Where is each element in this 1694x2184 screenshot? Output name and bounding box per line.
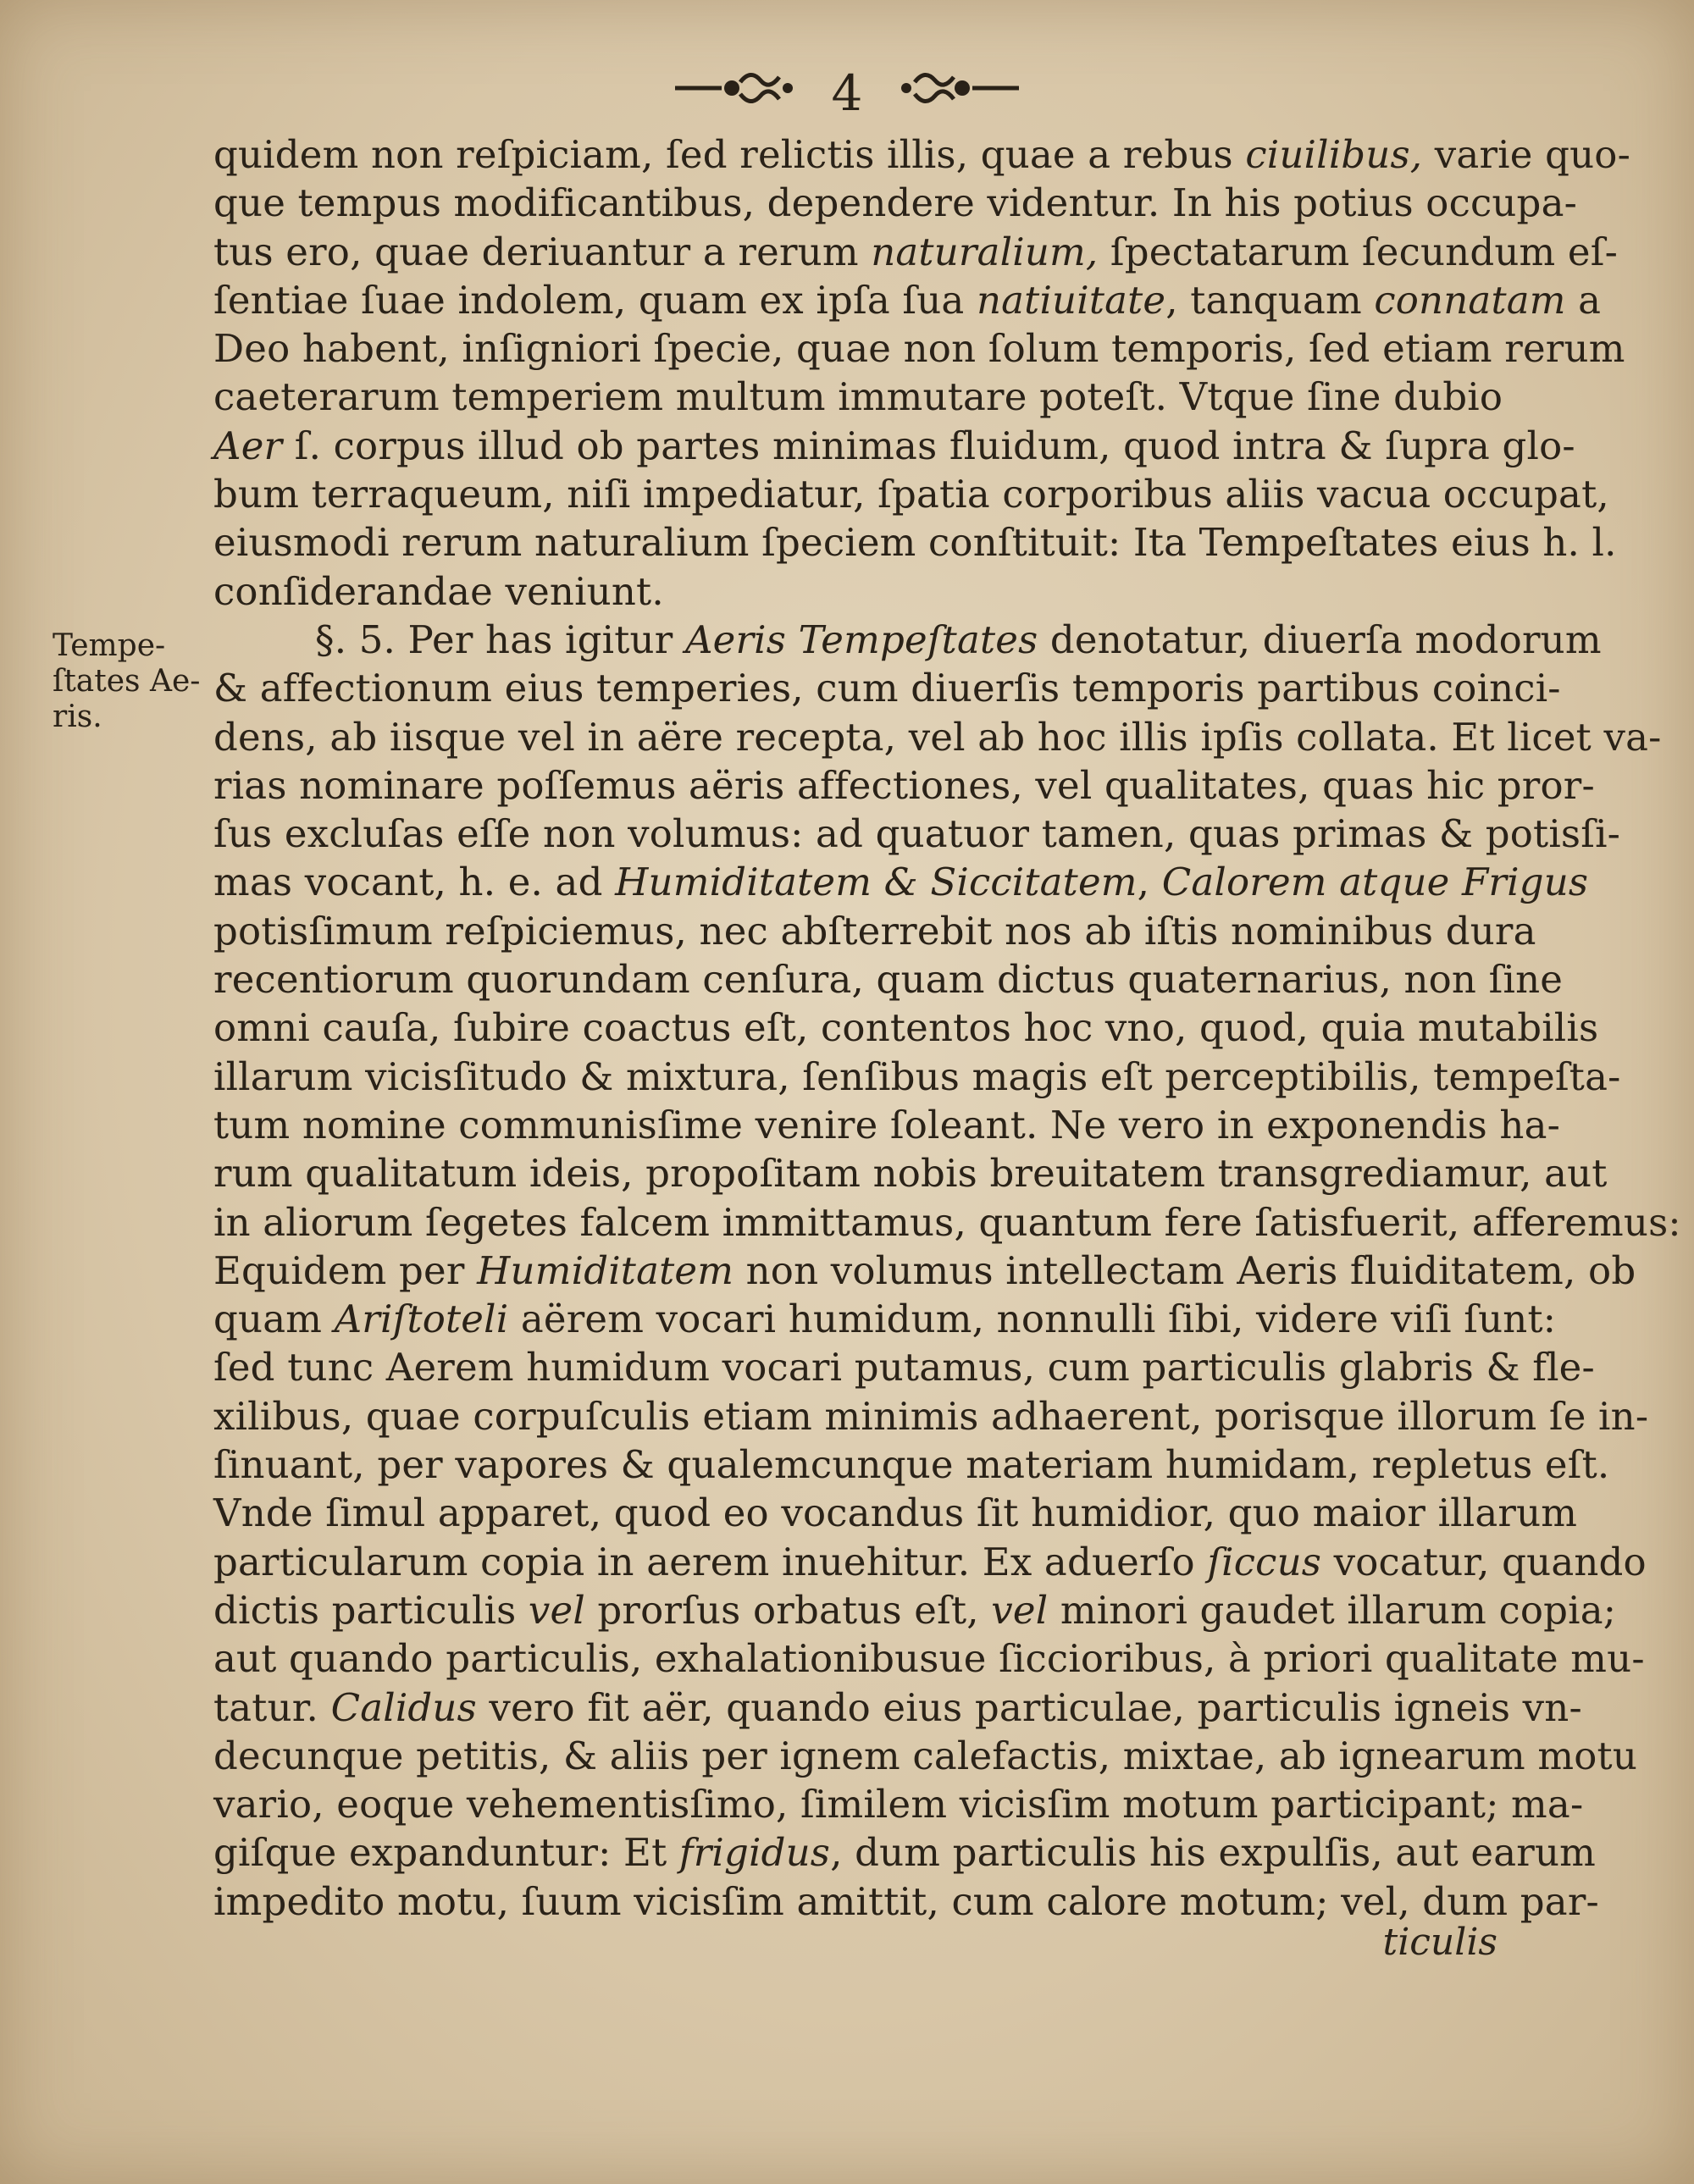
italic-term: naturalium, <box>871 229 1099 274</box>
text-line <box>213 1586 1617 1634</box>
body-text <box>213 130 1681 1926</box>
text-line <box>213 130 1630 179</box>
text-run: Equidem per <box>213 1247 478 1293</box>
text-run: ſinuant, per vapores & qualemcunque materiam humidam, repletus eſt. <box>213 1442 1610 1488</box>
text-line <box>213 1295 1557 1343</box>
page-header <box>0 59 1694 127</box>
text-run: dens, ab iisque vel in aëre recepta, vel ab hoc illis ipſis collata. Et licet va- <box>213 714 1662 760</box>
text-run: ſentiae ſuae indolem, quam ex ipſa ſua <box>213 277 977 323</box>
text-run: , <box>1137 860 1162 905</box>
text-run: xilibus, quae corpuſculis etiam minimis adhaerent, porisque illorum ſe in- <box>213 1393 1649 1439</box>
text-run: eiusmodi rerum naturalium ſpeciem conſtituit: Ita Tempeſtates eius h. l. <box>213 520 1617 566</box>
text-line <box>213 1538 1647 1586</box>
text-run: denotatur, diuerſa modorum <box>1038 616 1602 662</box>
text-run: ſed tunc Aerem humidum vocari putamus, cum particulis glabris & fle- <box>213 1345 1595 1391</box>
text-run: in aliorum ſegetes falcem immittamus, quantum fere ſatisfuerit, afferemus: <box>213 1199 1681 1245</box>
italic-term: frigidus <box>678 1830 831 1876</box>
text-run: quidem non reſpiciam, ſed relictis illis, quae a rebus <box>213 132 1246 177</box>
text-line <box>213 324 1625 373</box>
text-line <box>213 858 1589 906</box>
text-line <box>213 518 1617 567</box>
text-run: Deo habent, inſigniori ſpecie, quae non ſolum temporis, ſed etiam rerum <box>213 326 1625 372</box>
italic-term: Humiditatem & Siccitatem <box>615 860 1138 905</box>
text-run: ſpectatarum ſecundum eſ- <box>1098 229 1618 274</box>
text-run: rias nominare poſſemus aëris affectiones, vel qualitates, quas hic pror- <box>213 762 1595 808</box>
text-run: & affectionum eius temperies, cum diuerſis temporis partibus coinci- <box>213 666 1561 711</box>
text-line <box>213 1489 1578 1537</box>
text-run: illarum vicisſitudo & mixtura, ſenſibus magis eſt perceptibilis, tempeſta- <box>213 1053 1621 1099</box>
text-run: recentiorum quorundam cenſura, quam dictus quaternarius, non ſine <box>213 957 1564 1003</box>
text-line <box>213 1732 1638 1780</box>
text-line <box>213 907 1536 955</box>
text-line <box>213 1101 1561 1149</box>
text-line <box>213 1198 1681 1247</box>
catchword: ticulis <box>1382 1921 1497 1964</box>
italic-term: natiuitate <box>976 277 1166 323</box>
text-run: non volumus intellectam Aeris fluiditatem, ob <box>734 1247 1636 1293</box>
text-line <box>213 1004 1599 1052</box>
text-line <box>213 1247 1636 1295</box>
text-run: ſ. corpus illud ob partes minimas fluidum, quod intra & ſupra glo- <box>282 423 1575 468</box>
text-line <box>213 761 1595 810</box>
text-line <box>213 1780 1584 1828</box>
marginal-note-line: ris. <box>53 699 102 734</box>
text-run: §. 5. Per has igitur <box>315 616 685 662</box>
text-run: caeterarum temperiem multum immutare poteſt. Vtque ſine dubio <box>213 374 1503 420</box>
page-number: 4 <box>831 64 863 122</box>
text-run: tatur. <box>213 1684 331 1730</box>
text-run: conſiderandae veniunt. <box>213 568 664 614</box>
italic-term: ciuilibus, <box>1245 132 1423 177</box>
marginal-note-line: Tempe- <box>53 628 166 663</box>
text-run: ſus excluſas eſſe non volumus: ad quatuor tamen, quas primas & potisſi- <box>213 811 1621 857</box>
text-run: tus ero, quae deriuantur a rerum <box>213 229 872 274</box>
text-run: vario, eoque vehementisſimo, ſimilem vicisſim motum participant; ma- <box>213 1782 1584 1827</box>
text-line <box>213 810 1621 858</box>
text-run: omni cauſa, ſubire coactus eſt, contentos hoc vno, quod, quia mutabilis <box>213 1005 1599 1051</box>
text-run: rum qualitatum ideis, propoſitam nobis breuitatem transgrediamur, aut <box>213 1151 1608 1197</box>
text-run: mas vocant, h. e. ad <box>213 860 616 905</box>
text-line <box>213 228 1618 276</box>
text-run: quam <box>213 1297 335 1342</box>
italic-term: vel <box>528 1587 585 1633</box>
text-line <box>213 1343 1595 1391</box>
italic-term: vel <box>991 1587 1049 1633</box>
text-run: varie quo- <box>1422 132 1630 177</box>
text-line <box>213 179 1578 227</box>
text-run: prorſus orbatus eſt, <box>584 1587 992 1633</box>
italic-term: Calidus <box>330 1684 477 1730</box>
text-run: impedito motu, ſuum vicisſim amittit, cum calore motum; vel, dum par- <box>213 1878 1599 1924</box>
text-run: giſque expanduntur: Et <box>213 1830 679 1876</box>
italic-term: ſiccus <box>1207 1539 1322 1584</box>
text-run: que tempus modificantibus, dependere videntur. In his potius occupa- <box>213 180 1578 226</box>
italic-term: Calorem atque Frigus <box>1161 860 1589 905</box>
text-run: potisſimum reſpiciemus, nec abſterrebit nos ab iſtis nominibus dura <box>213 908 1536 954</box>
text-run: particularum copia in aerem inuehitur. Ex aduerſo <box>213 1539 1208 1584</box>
text-line <box>213 1634 1645 1683</box>
italic-term: Aeris Tempeſtates <box>684 616 1038 662</box>
text-line <box>213 567 1497 616</box>
text-line <box>213 1828 1597 1877</box>
text-line <box>213 1877 1599 1926</box>
text-line <box>213 713 1662 761</box>
text-line <box>213 955 1564 1004</box>
text-run: aërem vocari humidum, nonnulli ſibi, videre viſi ſunt: <box>508 1297 1557 1342</box>
text-line <box>213 373 1503 421</box>
text-line <box>213 470 1609 518</box>
italic-term: connatam <box>1374 277 1566 323</box>
text-line <box>213 1684 1582 1732</box>
text-run: a <box>1565 277 1602 323</box>
text-line <box>213 1392 1649 1440</box>
text-run: bum terraqueum, niſi impediatur, ſpatia corporibus aliis vacua occupat, <box>213 472 1609 517</box>
text-run: , dum particulis his expulſis, aut earum <box>830 1830 1597 1876</box>
text-line <box>213 616 1602 664</box>
text-run: dictis particulis <box>213 1587 529 1633</box>
left-ornament-icon <box>671 67 798 109</box>
text-run: minori gaudet illarum copia; <box>1048 1587 1617 1633</box>
text-line <box>213 422 1575 470</box>
text-run: vocatur, quando <box>1321 1539 1647 1584</box>
right-ornament-icon <box>896 67 1023 109</box>
italic-term: Ariſtoteli <box>334 1297 509 1342</box>
text-run: aut quando particulis, exhalationibusue ſiccioribus, à priori qualitate mu- <box>213 1636 1645 1682</box>
marginal-note <box>53 628 205 735</box>
marginal-note-line: ſtates Ae- <box>53 664 201 699</box>
text-line <box>213 1149 1608 1197</box>
text-run: , tanquam <box>1165 277 1375 323</box>
italic-term: Humiditatem <box>477 1247 734 1293</box>
text-run: Vnde ſimul apparet, quod eo vocandus ſit humidior, quo maior illarum <box>213 1490 1578 1536</box>
text-run: tum nomine communisſime venire ſoleant. Ne vero in exponendis ha- <box>213 1102 1561 1147</box>
text-line <box>213 664 1561 712</box>
text-line <box>213 1440 1610 1489</box>
text-run: decunque petitis, & aliis per ignem calefactis, mixtae, ab ignearum motu <box>213 1733 1638 1778</box>
italic-term: Aer <box>213 423 283 468</box>
text-line <box>213 276 1602 324</box>
text-line <box>213 1053 1621 1101</box>
text-run: vero fit aër, quando eius particulae, particulis igneis vn- <box>476 1684 1582 1730</box>
